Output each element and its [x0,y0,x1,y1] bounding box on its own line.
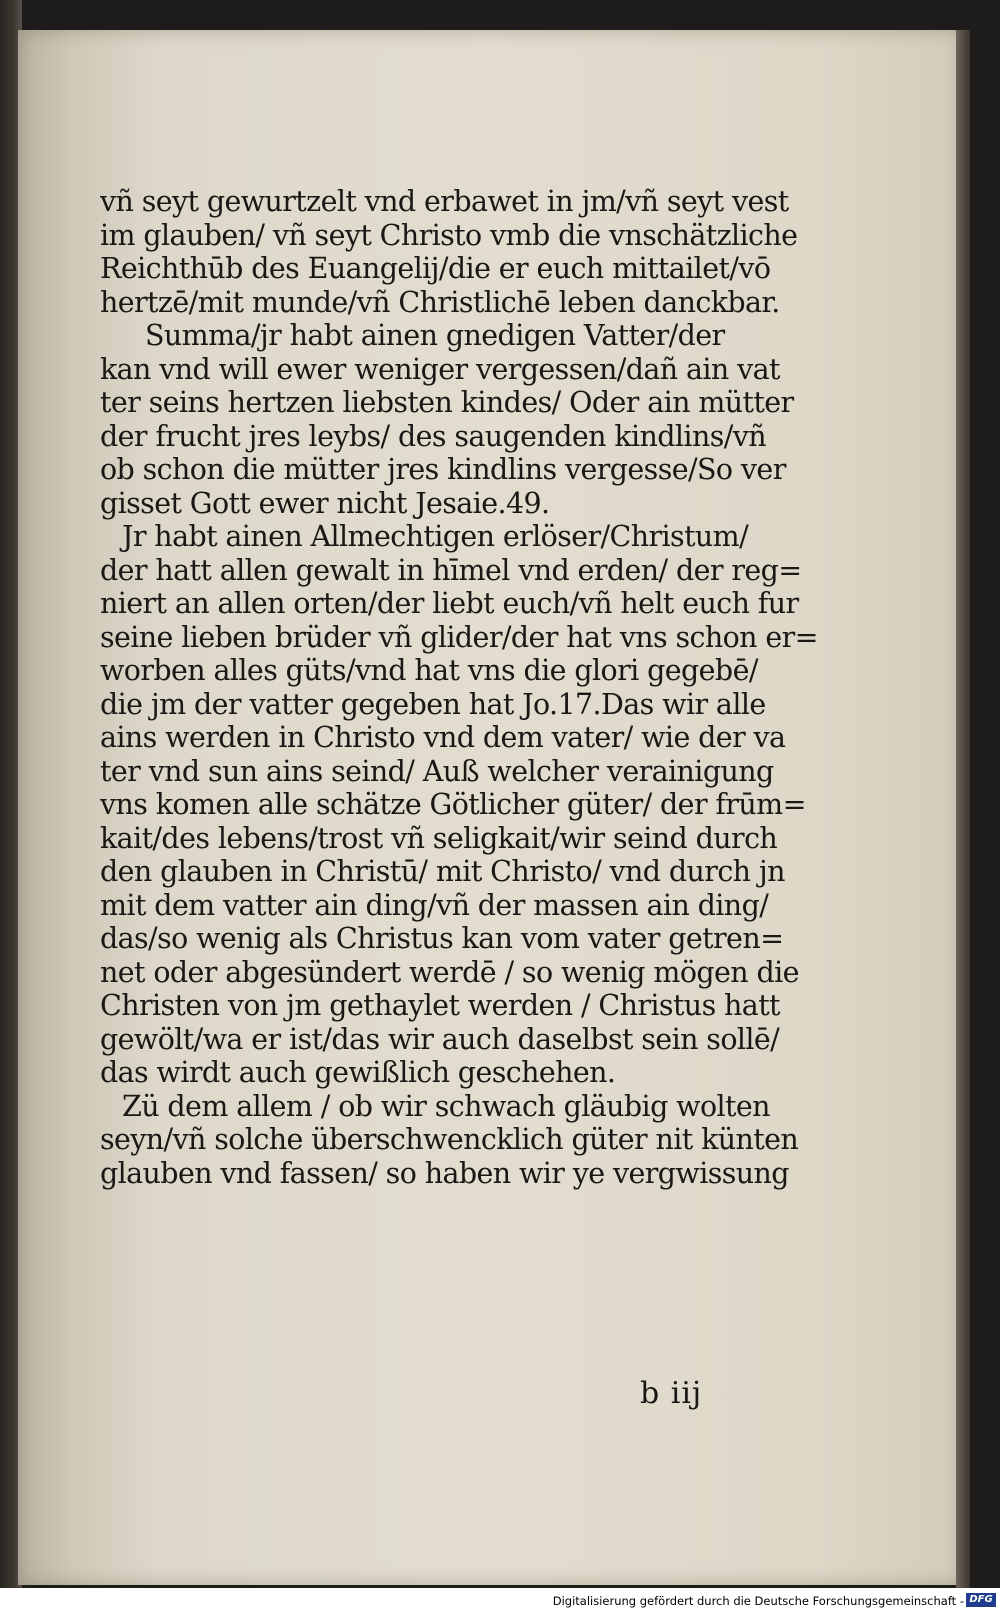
text-line: gisset Gott ewer nicht Jesaie.49. [100,486,550,520]
text-line: net oder abgesündert werdē / so wenig mögen die [100,955,799,989]
dfg-logo-icon: DFG [966,1593,996,1607]
text-line: mit dem vatter ain ding/vñ der massen ain ding/ [100,888,769,922]
text-line: seine lieben brüder vñ glider/der hat vns schon er= [100,620,818,654]
text-line: niert an allen orten/der liebt euch/vñ helt euch fur [100,587,799,620]
text-line: gewölt/wa er ist/das wir auch daselbst sein sollē/ [100,1022,780,1056]
footer-credit: Digitalisierung gefördert durch die Deutsche Forschungsgemeinschaft - [552,1594,964,1608]
text-line: den glauben in Christū/ mit Christo/ vnd durch jn [100,855,785,888]
text-line: hertzē/mit munde/vñ Christlichē leben danckbar. [100,285,780,319]
text-line: kan vnd will ewer weniger vergessen/dañ ain vat [100,352,780,386]
text-line: kait/des lebens/trost vñ seligkait/wir seind durch [100,821,778,855]
page-edge [956,30,970,1588]
text-line: der frucht jres leybs/ des saugenden kindlins/vñ [100,419,766,453]
text-line: Reichthūb des Euangelij/die er euch mittailet/vō [100,252,771,285]
text-line: im glauben/ vñ seyt Christo vmb die vnschätzliche [100,218,798,252]
text-line: das/so wenig als Christus kan vom vater getren= [100,922,784,955]
text-line: ains werden in Christo vnd dem vater/ wie der va [100,721,786,754]
text-line: die jm der vatter gegeben hat Jo.17.Das wir alle [100,687,766,721]
text-line: Jr habt ainen Allmechtigen erlöser/Christum/ [122,520,749,553]
text-line: ter vnd sun ains seind/ Auß welcher verainigung [100,754,774,788]
text-line: Christen von jm gethaylet werden / Christus hatt [100,989,780,1022]
text-line: worben alles güts/vnd hat vns die glori gegebē/ [100,654,758,687]
text-line: glauben vnd fassen/ so haben wir ye vergwissung [100,1156,789,1190]
page-text [100,185,830,1190]
text-line: das wirdt auch gewißlich geschehen. [100,1056,616,1089]
text-line: vñ seyt gewurtzelt vnd erbawet in jm/vñ seyt vest [100,185,789,218]
text-line: seyn/vñ solche überschwencklich güter nit künten [100,1123,799,1156]
text-line: vns komen alle schätze Götlicher güter/ der frūm= [100,788,806,821]
text-line: ter seins hertzen liebsten kindes/ Oder ain mütter [100,386,794,419]
text-line: der hatt allen gewalt in hīmel vnd erden/ der reg= [100,553,802,587]
signature-mark: b iij [640,1376,703,1411]
text-line: ob schon die mütter jres kindlins vergesse/So ver [100,453,786,486]
text-line: Summa/jr habt ainen gnedigen Vatter/der [145,319,725,352]
text-line: Zü dem allem / ob wir schwach gläubig wolten [122,1089,770,1123]
